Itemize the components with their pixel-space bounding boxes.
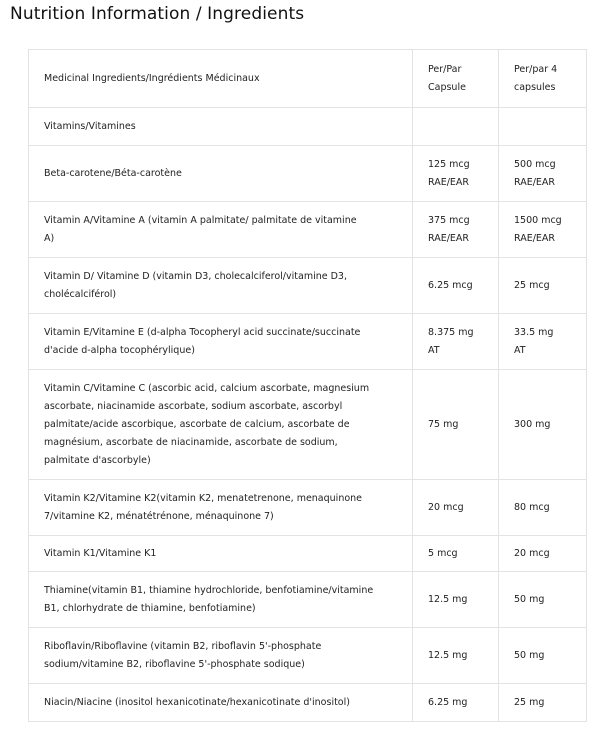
header-ingredient: Medicinal Ingredients/Ingrédients Médicinaux [29,50,413,108]
amount-per-capsule: 20 mcg [413,480,499,536]
ingredient-name: Vitamin C/Vitamine C (ascorbic acid, calcium ascorbate, magnesium ascorbate, niacinamide ascorbate, sodium ascorbate, ascorbyl palmitate/acide ascorbique, ascorbate de calcium, ascorbate de magnésium, ascorbate de niacinamide, ascorbate de sodium, palmitate d'ascorbyle) [29,370,413,480]
table-row [29,108,587,146]
amount-per-4-capsules: 50 mg [499,572,587,628]
amount-per-4-capsules: 300 mg [499,370,587,480]
amount-per-capsule [413,108,499,146]
table-row [29,146,587,202]
amount-per-4-capsules: 50 mg [499,628,587,684]
table-row [29,202,587,258]
ingredient-name: Vitamin D/ Vitamine D (vitamin D3, cholecalciferol/vitamine D3, cholécalciférol) [29,258,413,314]
table-row [29,258,587,314]
table-row [29,480,587,536]
page-title: Nutrition Information / Ingredients [10,4,305,24]
table-row [29,370,587,480]
ingredient-name: Niacin/Niacine (inositol hexanicotinate/hexanicotinate d'inositol) [29,684,413,722]
amount-per-4-capsules: 80 mcg [499,480,587,536]
amount-per-capsule: 375 mcg RAE/EAR [413,202,499,258]
amount-per-capsule: 75 mg [413,370,499,480]
ingredient-name: Thiamine(vitamin B1, thiamine hydrochloride, benfotiamine/vitamine B1, chlorhydrate de thiamine, benfotiamine) [29,572,413,628]
amount-per-4-capsules: 20 mcg [499,536,587,572]
header-per-capsule: Per/Par Capsule [413,50,499,108]
amount-per-4-capsules: 25 mcg [499,258,587,314]
ingredient-name: Vitamin E/Vitamine E (d-alpha Tocopheryl acid succinate/succinate d'acide d-alpha tocophérylique) [29,314,413,370]
amount-per-capsule: 6.25 mg [413,684,499,722]
amount-per-4-capsules: 1500 mcg RAE/EAR [499,202,587,258]
table-row [29,684,587,722]
amount-per-capsule: 6.25 mcg [413,258,499,314]
amount-per-capsule: 12.5 mg [413,572,499,628]
ingredient-name: Vitamin K2/Vitamine K2(vitamin K2, menatetrenone, menaquinone 7/vitamine K2, ménatétrénone, ménaquinone 7) [29,480,413,536]
ingredient-name: Vitamin A/Vitamine A (vitamin A palmitate/ palmitate de vitamine A) [29,202,413,258]
header-per-4-capsules: Per/par 4 capsules [499,50,587,108]
ingredient-name: Vitamins/Vitamines [29,108,413,146]
amount-per-capsule: 125 mcg RAE/EAR [413,146,499,202]
amount-per-4-capsules: 500 mcg RAE/EAR [499,146,587,202]
ingredients-table [28,49,587,722]
amount-per-capsule: 5 mcg [413,536,499,572]
ingredient-name: Riboflavin/Riboflavine (vitamin B2, riboflavin 5'-phosphate sodium/vitamine B2, riboflavine 5'-phosphate sodique) [29,628,413,684]
table-header-row [29,50,587,108]
amount-per-4-capsules [499,108,587,146]
table-row [29,536,587,572]
ingredients-table-container [28,49,586,722]
table-row [29,628,587,684]
ingredient-name: Vitamin K1/Vitamine K1 [29,536,413,572]
table-row [29,314,587,370]
amount-per-4-capsules: 25 mg [499,684,587,722]
amount-per-capsule: 8.375 mg AT [413,314,499,370]
table-row [29,572,587,628]
amount-per-4-capsules: 33.5 mg AT [499,314,587,370]
amount-per-capsule: 12.5 mg [413,628,499,684]
ingredient-name: Beta-carotene/Béta-carotène [29,146,413,202]
